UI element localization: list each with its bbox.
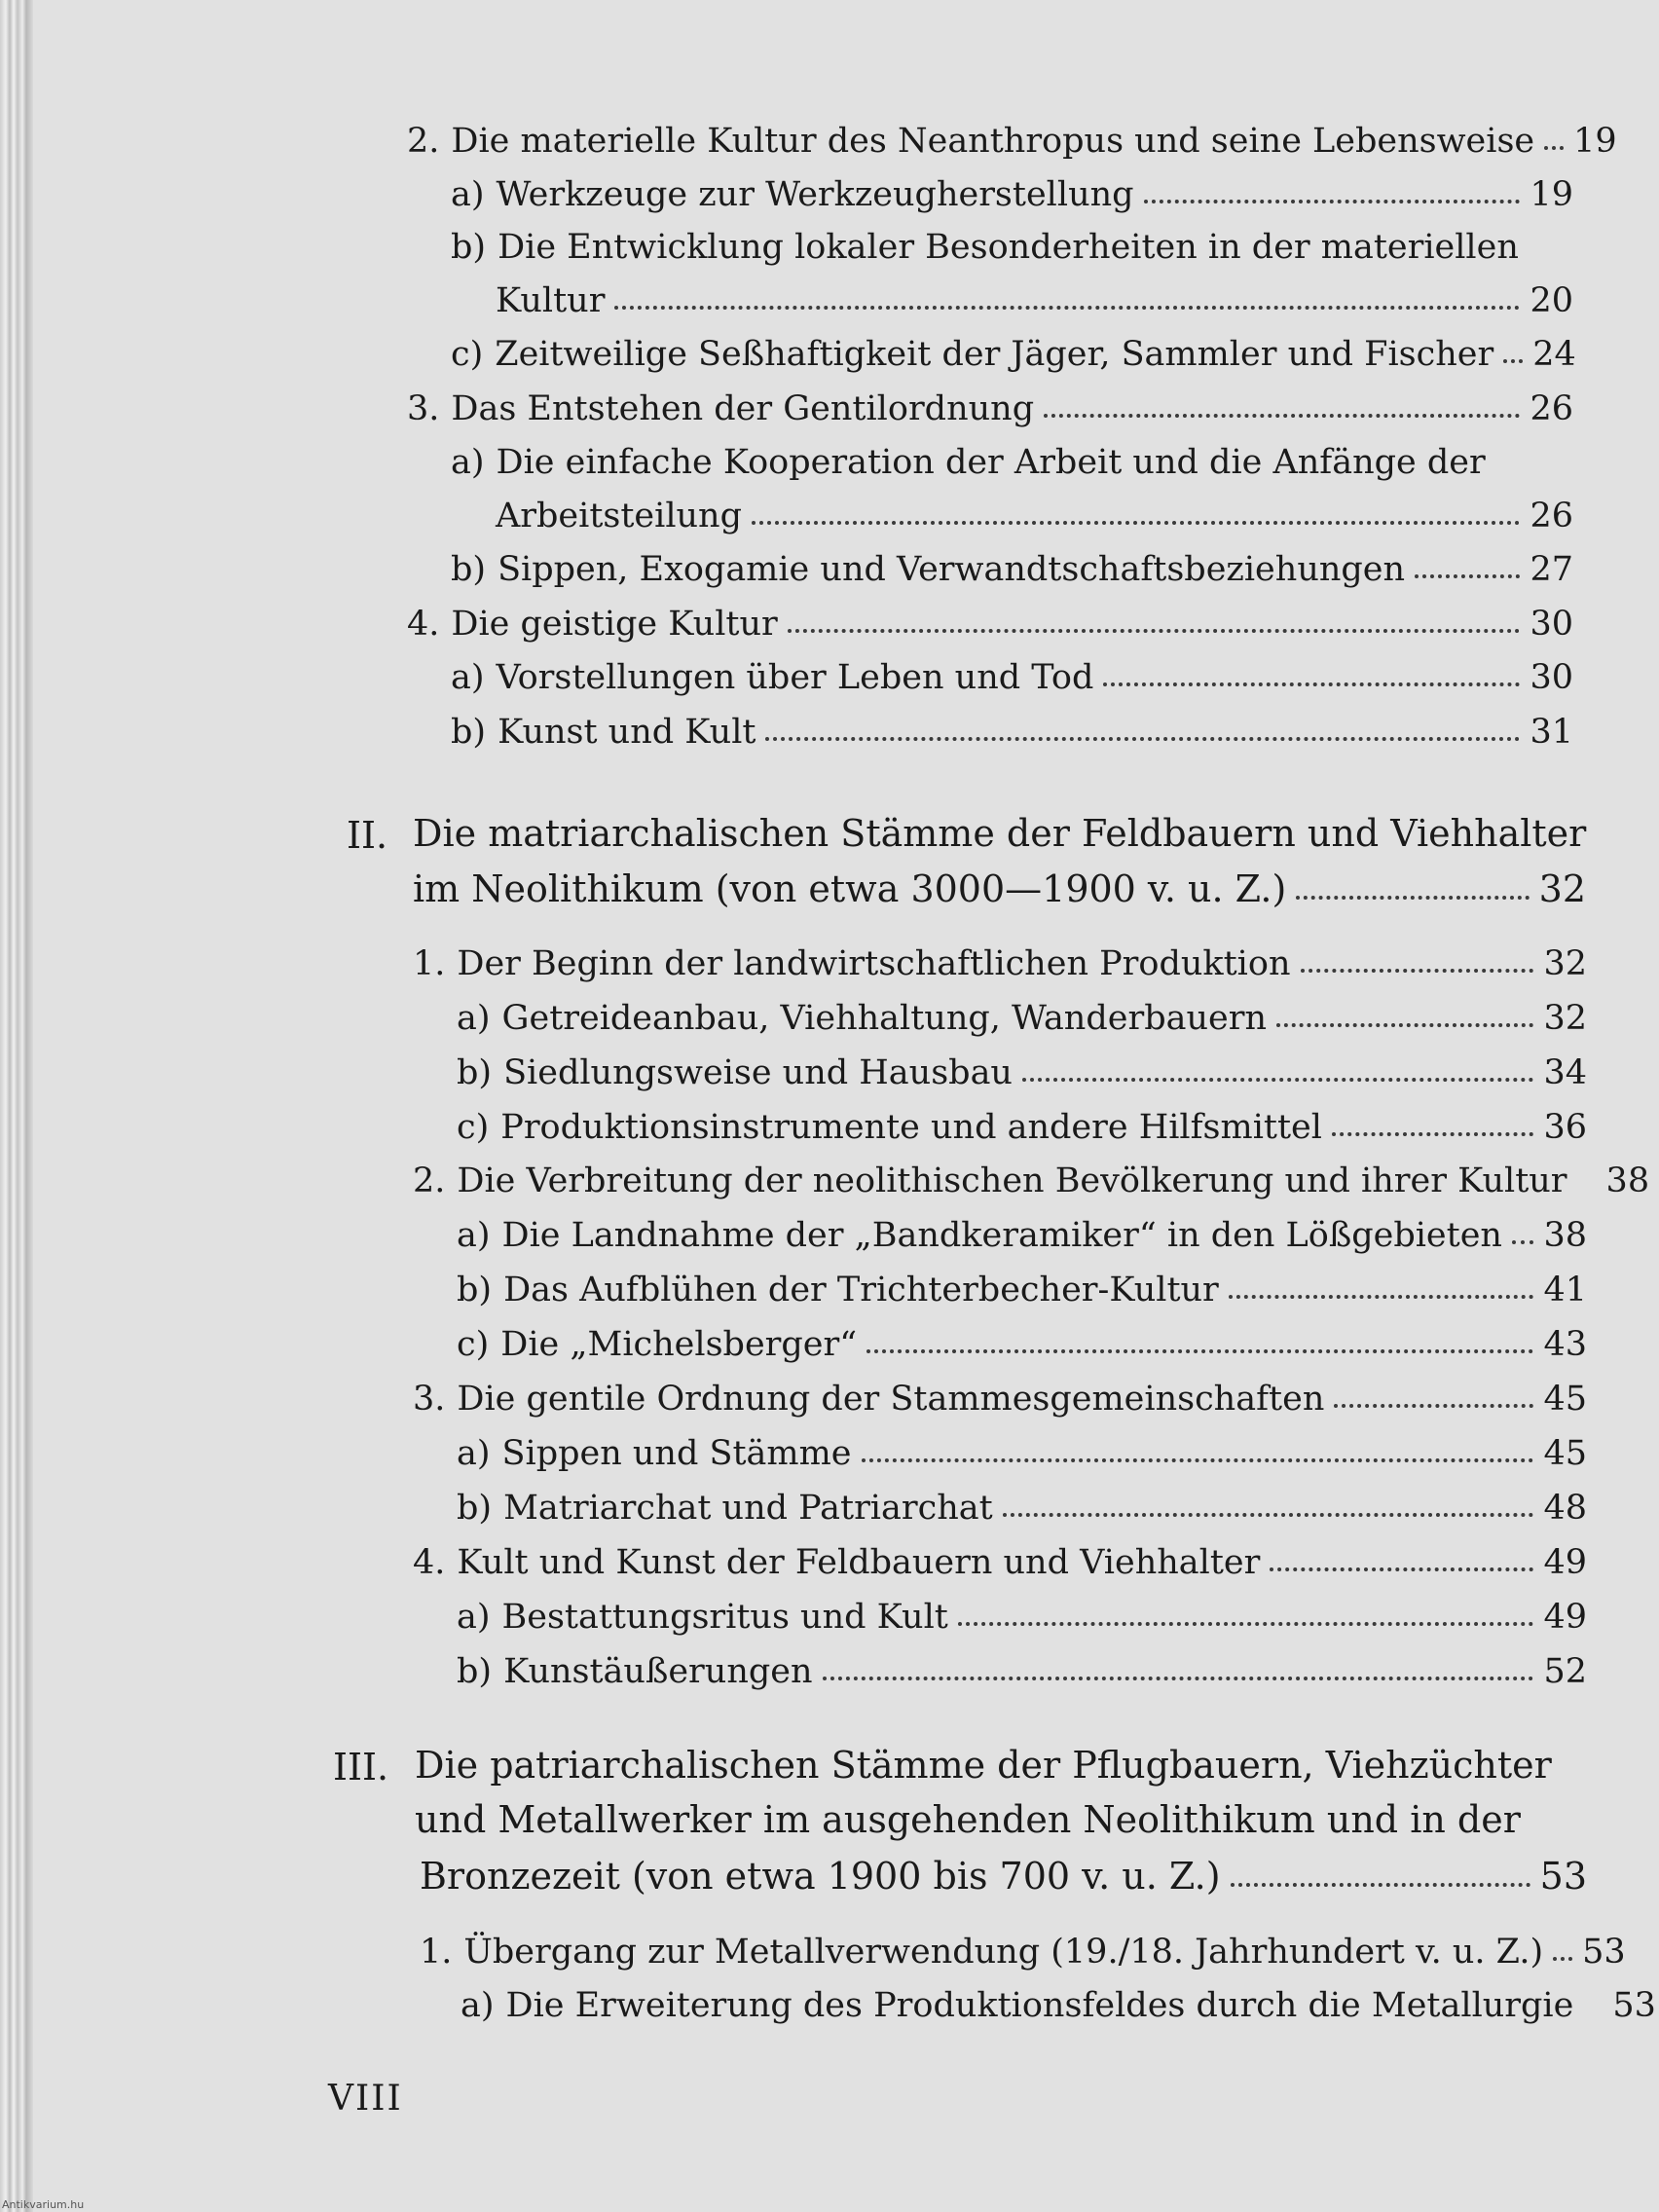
toc-entry[interactable] [451, 654, 1573, 701]
entry-title: Die geistige Kultur [451, 605, 778, 644]
entry-title: Das Entstehen der Gentilordnung [451, 389, 1035, 428]
toc-entry[interactable] [451, 439, 1573, 486]
chapter-title-continuation[interactable] [420, 1851, 1587, 1901]
toc-entry-continuation[interactable] [496, 277, 1573, 324]
entry-title: Die Landnahme der „Bandkeramiker“ in den Lößgebieten [501, 1216, 1502, 1255]
entry-number: b) [451, 550, 487, 589]
page-number: 48 [1543, 1489, 1587, 1528]
entry-number: b) [457, 1489, 493, 1528]
entry-title: Die einfache Kooperation der Arbeit und die Anfänge der [496, 443, 1486, 482]
leader-dots [1503, 359, 1523, 363]
leader-dots [1229, 1295, 1534, 1299]
toc-entry[interactable] [457, 1267, 1587, 1313]
entry-number: a) [461, 1986, 495, 2025]
entry-title: Kunstäußerungen [503, 1652, 813, 1691]
page-number: 53 [1612, 1986, 1656, 2025]
entry-number: b) [451, 228, 487, 267]
entry-number: a) [457, 1434, 491, 1473]
page-number: 53 [1582, 1933, 1626, 1972]
leader-dots [1044, 414, 1520, 418]
page-folio: VIII [328, 2079, 403, 2119]
entry-title: Die Verbreitung der neolithischen Bevölkerung und ihrer Kultur [457, 1161, 1567, 1200]
toc-entry[interactable] [457, 1648, 1587, 1695]
chapter-number: III. [333, 1746, 389, 1788]
page-number: 26 [1530, 389, 1573, 428]
toc-entry[interactable] [451, 546, 1573, 593]
toc-entry[interactable] [413, 1158, 1650, 1204]
page-number: 41 [1543, 1271, 1587, 1309]
toc-entry[interactable] [413, 1539, 1587, 1586]
toc-entry[interactable] [413, 1376, 1587, 1422]
entry-title: Die Erweiterung des Produktionsfeldes durch die Metallurgie [505, 1986, 1574, 2025]
entry-number: a) [451, 175, 485, 214]
entry-number: b) [457, 1271, 493, 1309]
entry-number: 2. [407, 122, 440, 161]
toc-entry-continuation[interactable] [496, 493, 1573, 539]
entry-number: 1. [413, 944, 446, 983]
leader-dots [1231, 1883, 1530, 1887]
leader-dots [1103, 682, 1520, 686]
page-number: 36 [1543, 1108, 1587, 1147]
page-number: 34 [1543, 1053, 1587, 1092]
entry-number: c) [451, 335, 484, 374]
page-number: 45 [1543, 1380, 1587, 1419]
leader-dots [765, 737, 1520, 741]
toc-entry[interactable] [461, 1982, 1656, 2029]
entry-title: Übergang zur Metallverwendung (19./18. Jahrhundert v. u. Z.) [463, 1933, 1544, 1972]
page-number: 45 [1543, 1434, 1587, 1473]
leader-dots [958, 1622, 1534, 1626]
toc-entry[interactable] [457, 1485, 1587, 1531]
toc-entry[interactable] [457, 1104, 1587, 1151]
chapter-title: Die patriarchalischen Stämme der Pflugbauern, Viehzüchter [415, 1744, 1552, 1787]
entry-title: Die gentile Ordnung der Stammesgemeinschaften [457, 1380, 1325, 1419]
chapter-title: Die matriarchalischen Stämme der Feldbauern und Viehhalter [413, 812, 1587, 855]
entry-title: Der Beginn der landwirtschaftlichen Produktion [457, 944, 1291, 983]
entry-title: Siedlungsweise und Hausbau [503, 1053, 1013, 1092]
entry-title: Zeitweilige Seßhaftigkeit der Jäger, Sammler und Fischer [495, 335, 1494, 374]
leader-dots [1144, 200, 1521, 203]
toc-entry[interactable] [457, 995, 1587, 1042]
entry-title: Arbeitsteilung [496, 497, 742, 535]
page-number: 20 [1530, 281, 1573, 320]
entry-title: Vorstellungen über Leben und Tod [496, 658, 1094, 697]
page-number: 38 [1605, 1161, 1650, 1200]
page-number: 43 [1543, 1325, 1587, 1364]
toc-entry[interactable] [451, 171, 1573, 218]
toc-entry[interactable] [457, 1594, 1587, 1641]
leader-dots [1276, 1023, 1533, 1027]
page-number: 24 [1532, 335, 1576, 374]
entry-title: Kult und Kunst der Feldbauern und Viehhalter [457, 1543, 1261, 1582]
page-number: 31 [1530, 713, 1573, 752]
entry-number: b) [457, 1053, 493, 1092]
entry-number: 1. [420, 1933, 453, 1972]
page-number: 19 [1530, 175, 1573, 214]
leader-dots [1301, 969, 1534, 973]
entry-title: Getreideanbau, Viehhaltung, Wanderbauern [501, 999, 1267, 1038]
entry-number: a) [451, 443, 485, 482]
toc-entry[interactable] [451, 709, 1573, 756]
entry-title: Das Aufblühen der Trichterbecher-Kultur [503, 1271, 1219, 1309]
page-number: 30 [1530, 605, 1573, 644]
entry-number: 3. [407, 389, 440, 428]
leader-dots [1512, 1240, 1533, 1244]
entry-title: Werkzeuge zur Werkzeugherstellung [496, 175, 1134, 214]
leader-dots [752, 521, 1520, 525]
entry-title: Sippen, Exogamie und Verwandtschaftsbeziehungen [498, 550, 1406, 589]
page-number: 26 [1530, 497, 1573, 535]
entry-title: Bestattungsritus und Kult [501, 1598, 948, 1637]
chapter-number: II. [347, 814, 388, 857]
entry-title: Die materielle Kultur des Neanthropus und seine Lebensweise [451, 122, 1535, 161]
watermark: Antikvarium.hu [2, 2198, 85, 2211]
leader-dots [1334, 1404, 1533, 1408]
entry-number: b) [451, 713, 487, 752]
page-number: 32 [1543, 999, 1587, 1038]
page-number: 53 [1539, 1855, 1587, 1898]
leader-dots [866, 1349, 1533, 1353]
toc-entry[interactable] [407, 118, 1617, 165]
leader-dots [1553, 1957, 1572, 1961]
leader-dots [1415, 574, 1520, 578]
entry-title: Matriarchat und Patriarchat [503, 1489, 993, 1528]
toc-entry[interactable] [451, 224, 1573, 271]
entry-number: a) [457, 999, 491, 1038]
page-number: 27 [1530, 550, 1573, 589]
toc-entry[interactable] [407, 386, 1573, 432]
toc-entry[interactable] [420, 1929, 1626, 1975]
page-number: 49 [1543, 1543, 1587, 1582]
entry-title: Die Entwicklung lokaler Besonderheiten in der materiellen [498, 228, 1519, 267]
entry-number: 2. [413, 1161, 446, 1200]
entry-number: c) [457, 1108, 490, 1147]
entry-number: a) [451, 658, 485, 697]
leader-dots [823, 1677, 1534, 1680]
entry-title: Kultur [496, 281, 606, 320]
toc-entry[interactable] [413, 940, 1587, 987]
entry-title: Produktionsinstrumente und andere Hilfsmittel [500, 1108, 1322, 1147]
leader-dots [1003, 1513, 1534, 1517]
chapter-title: Bronzezeit (von etwa 1900 bis 700 v. u. Z.) [420, 1855, 1221, 1898]
leader-dots [1270, 1567, 1533, 1571]
page-number: 38 [1543, 1216, 1587, 1255]
toc-entry[interactable] [457, 1321, 1587, 1368]
leader-dots [788, 629, 1521, 633]
entry-title: Die „Michelsberger“ [500, 1325, 858, 1364]
leader-dots [862, 1458, 1534, 1462]
leader-dots [1544, 146, 1564, 150]
chapter-title: und Metallwerker im ausgehenden Neolithikum und in der [415, 1798, 1521, 1841]
page-number: 49 [1543, 1598, 1587, 1637]
page-number: 19 [1573, 122, 1617, 161]
entry-number: c) [457, 1325, 490, 1364]
leader-dots [1296, 896, 1529, 900]
entry-number: 4. [407, 605, 440, 644]
toc-entry[interactable] [457, 1212, 1587, 1259]
toc-entry[interactable] [457, 1050, 1587, 1096]
entry-title: Kunst und Kult [498, 713, 756, 752]
leader-dots [1022, 1078, 1533, 1082]
entry-number: b) [457, 1652, 493, 1691]
toc-entry[interactable] [451, 331, 1576, 378]
entry-number: a) [457, 1598, 491, 1637]
entry-number: 4. [413, 1543, 446, 1582]
chapter-title: im Neolithikum (von etwa 3000—1900 v. u. Z.) [413, 867, 1287, 910]
toc-entry[interactable] [407, 601, 1573, 647]
page-number: 30 [1530, 658, 1573, 697]
chapter-title-continuation[interactable] [413, 864, 1586, 914]
page-number: 32 [1538, 867, 1586, 910]
entry-number: 3. [413, 1380, 446, 1419]
page-number: 32 [1543, 944, 1587, 983]
leader-dots [1332, 1132, 1534, 1136]
entry-title: Sippen und Stämme [501, 1434, 852, 1473]
entry-number: a) [457, 1216, 491, 1255]
page-number: 52 [1543, 1652, 1587, 1691]
toc-entry[interactable] [457, 1430, 1587, 1477]
leader-dots [614, 306, 1520, 310]
